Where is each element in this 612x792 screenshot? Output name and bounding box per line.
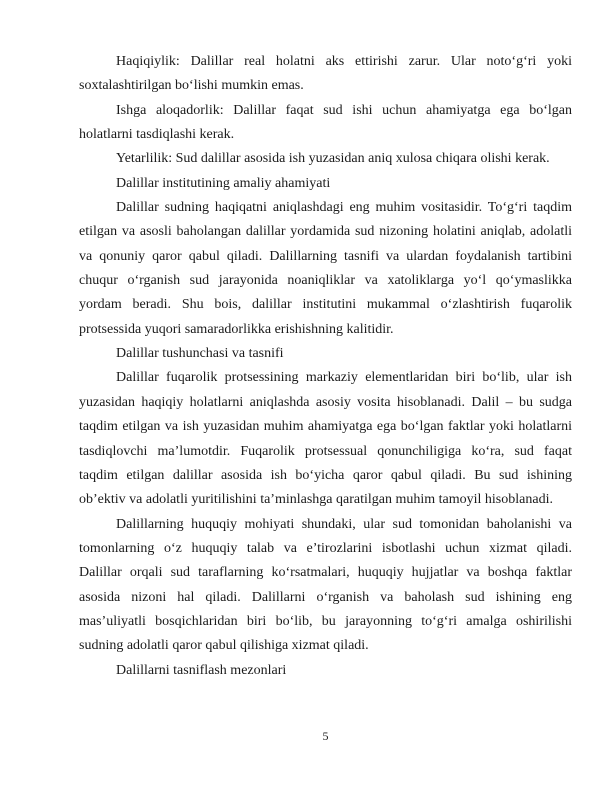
section-heading bbox=[79, 659, 572, 683]
paragraph bbox=[79, 50, 572, 99]
text-line: Dalillar orqali sud taraflarning ko‘rsatmalari, huquqiy hujjatlar va boshqa faktlar bbox=[79, 565, 572, 581]
text-line: mas’uliyatli bosqichlaridan biri bo‘lib, bu jarayonning to‘g‘ri amalga oshirilishi bbox=[79, 613, 572, 629]
paragraph bbox=[79, 196, 572, 342]
text-line: Ishga aloqadorlik: Dalillar faqat sud ishi uchun ahamiyatga ega bo‘lgan bbox=[116, 102, 572, 118]
paragraph bbox=[79, 513, 572, 659]
text-line: Dalillar institutining amaliy ahamiyati bbox=[116, 175, 331, 191]
text-line: taqdim etilgan dalillar asosida ish bo‘yicha qaror qabul qiladi. Bu sud ishining bbox=[79, 467, 572, 483]
text-line: Yetarlilik: Sud dalillar asosida ish yuzasidan aniq xulosa chiqara olishi kerak. bbox=[116, 151, 550, 167]
text-line: Dalillar tushunchasi va tasnifi bbox=[116, 346, 284, 362]
text-line: soxtalashtirilgan bo‘lishi mumkin emas. bbox=[79, 78, 304, 94]
paragraph bbox=[79, 99, 572, 148]
paragraph bbox=[79, 147, 572, 171]
text-line: etilgan va asosli baholangan dalillar yordamida sud nizoning holatini aniqlab, adolatli bbox=[79, 224, 572, 240]
text-line: taqdim etilgan va ish yuzasidan muhim ahamiyatga ega bo‘lgan faktlar yoki holatlarni bbox=[79, 419, 572, 435]
text-line: yordam beradi. Shu bois, dalillar institutini mukammal o‘zlashtirish fuqarolik bbox=[79, 297, 572, 313]
text-line: Dalillarni tasniflash mezonlari bbox=[116, 662, 287, 678]
text-line: ob’ektiv va adolatli yuritilishini ta’minlashga qaratilgan muhim tamoyil hisoblanadi. bbox=[79, 492, 553, 508]
text-line: asosida nizoni hal qiladi. Dalillarni o‘rganish va baholash sud ishining eng bbox=[79, 589, 572, 605]
text-line: Haqiqiylik: Dalillar real holatni aks ettirishi zarur. Ular noto‘g‘ri yoki bbox=[116, 54, 572, 69]
text-line: yuzasidan haqiqiy holatlarni aniqlashda asosiy vosita hisoblanadi. Dalil – bu sudga bbox=[79, 394, 572, 410]
paragraph bbox=[79, 366, 572, 512]
text-line: Dalillarning huquqiy mohiyati shundaki, ular sud tomonidan baholanishi va bbox=[116, 516, 572, 532]
section-heading bbox=[79, 172, 572, 196]
text-line: Dalillar fuqarolik protsessining markaziy elementlaridan biri bo‘lib, ular ish bbox=[116, 370, 572, 386]
text-line: holatlarni tasdiqlashi kerak. bbox=[79, 127, 235, 143]
page-footer bbox=[79, 729, 572, 743]
text-line: protsessida yuqori samaradorlikka erishishning kalitidir. bbox=[79, 321, 394, 337]
text-line: chuqur o‘rganish sud jarayonida noaniqliklar va xatoliklarga yo‘l qo‘ymaslikka bbox=[79, 273, 572, 289]
section-heading bbox=[79, 342, 572, 366]
page-number: 5 bbox=[322, 729, 329, 743]
document-body bbox=[79, 50, 572, 683]
text-line: tomonlarning o‘z huquqiy talab va e’tirozlarini isbotlashi uchun xizmat qiladi. bbox=[79, 540, 572, 556]
text-line: va qonuniy qaror qabul qiladi. Dalillarning tasnifi va ulardan foydalanish tartibini bbox=[79, 248, 572, 264]
text-line: sudning adolatli qaror qabul qilishiga xizmat qiladi. bbox=[79, 638, 369, 654]
text-line: Dalillar sudning haqiqatni aniqlashdagi eng muhim vositasidir. To‘g‘ri taqdim bbox=[116, 200, 572, 216]
text-line: tasdiqlovchi ma’lumotdir. Fuqarolik protsessual qonunchiligiga ko‘ra, sud faqat bbox=[79, 443, 572, 459]
